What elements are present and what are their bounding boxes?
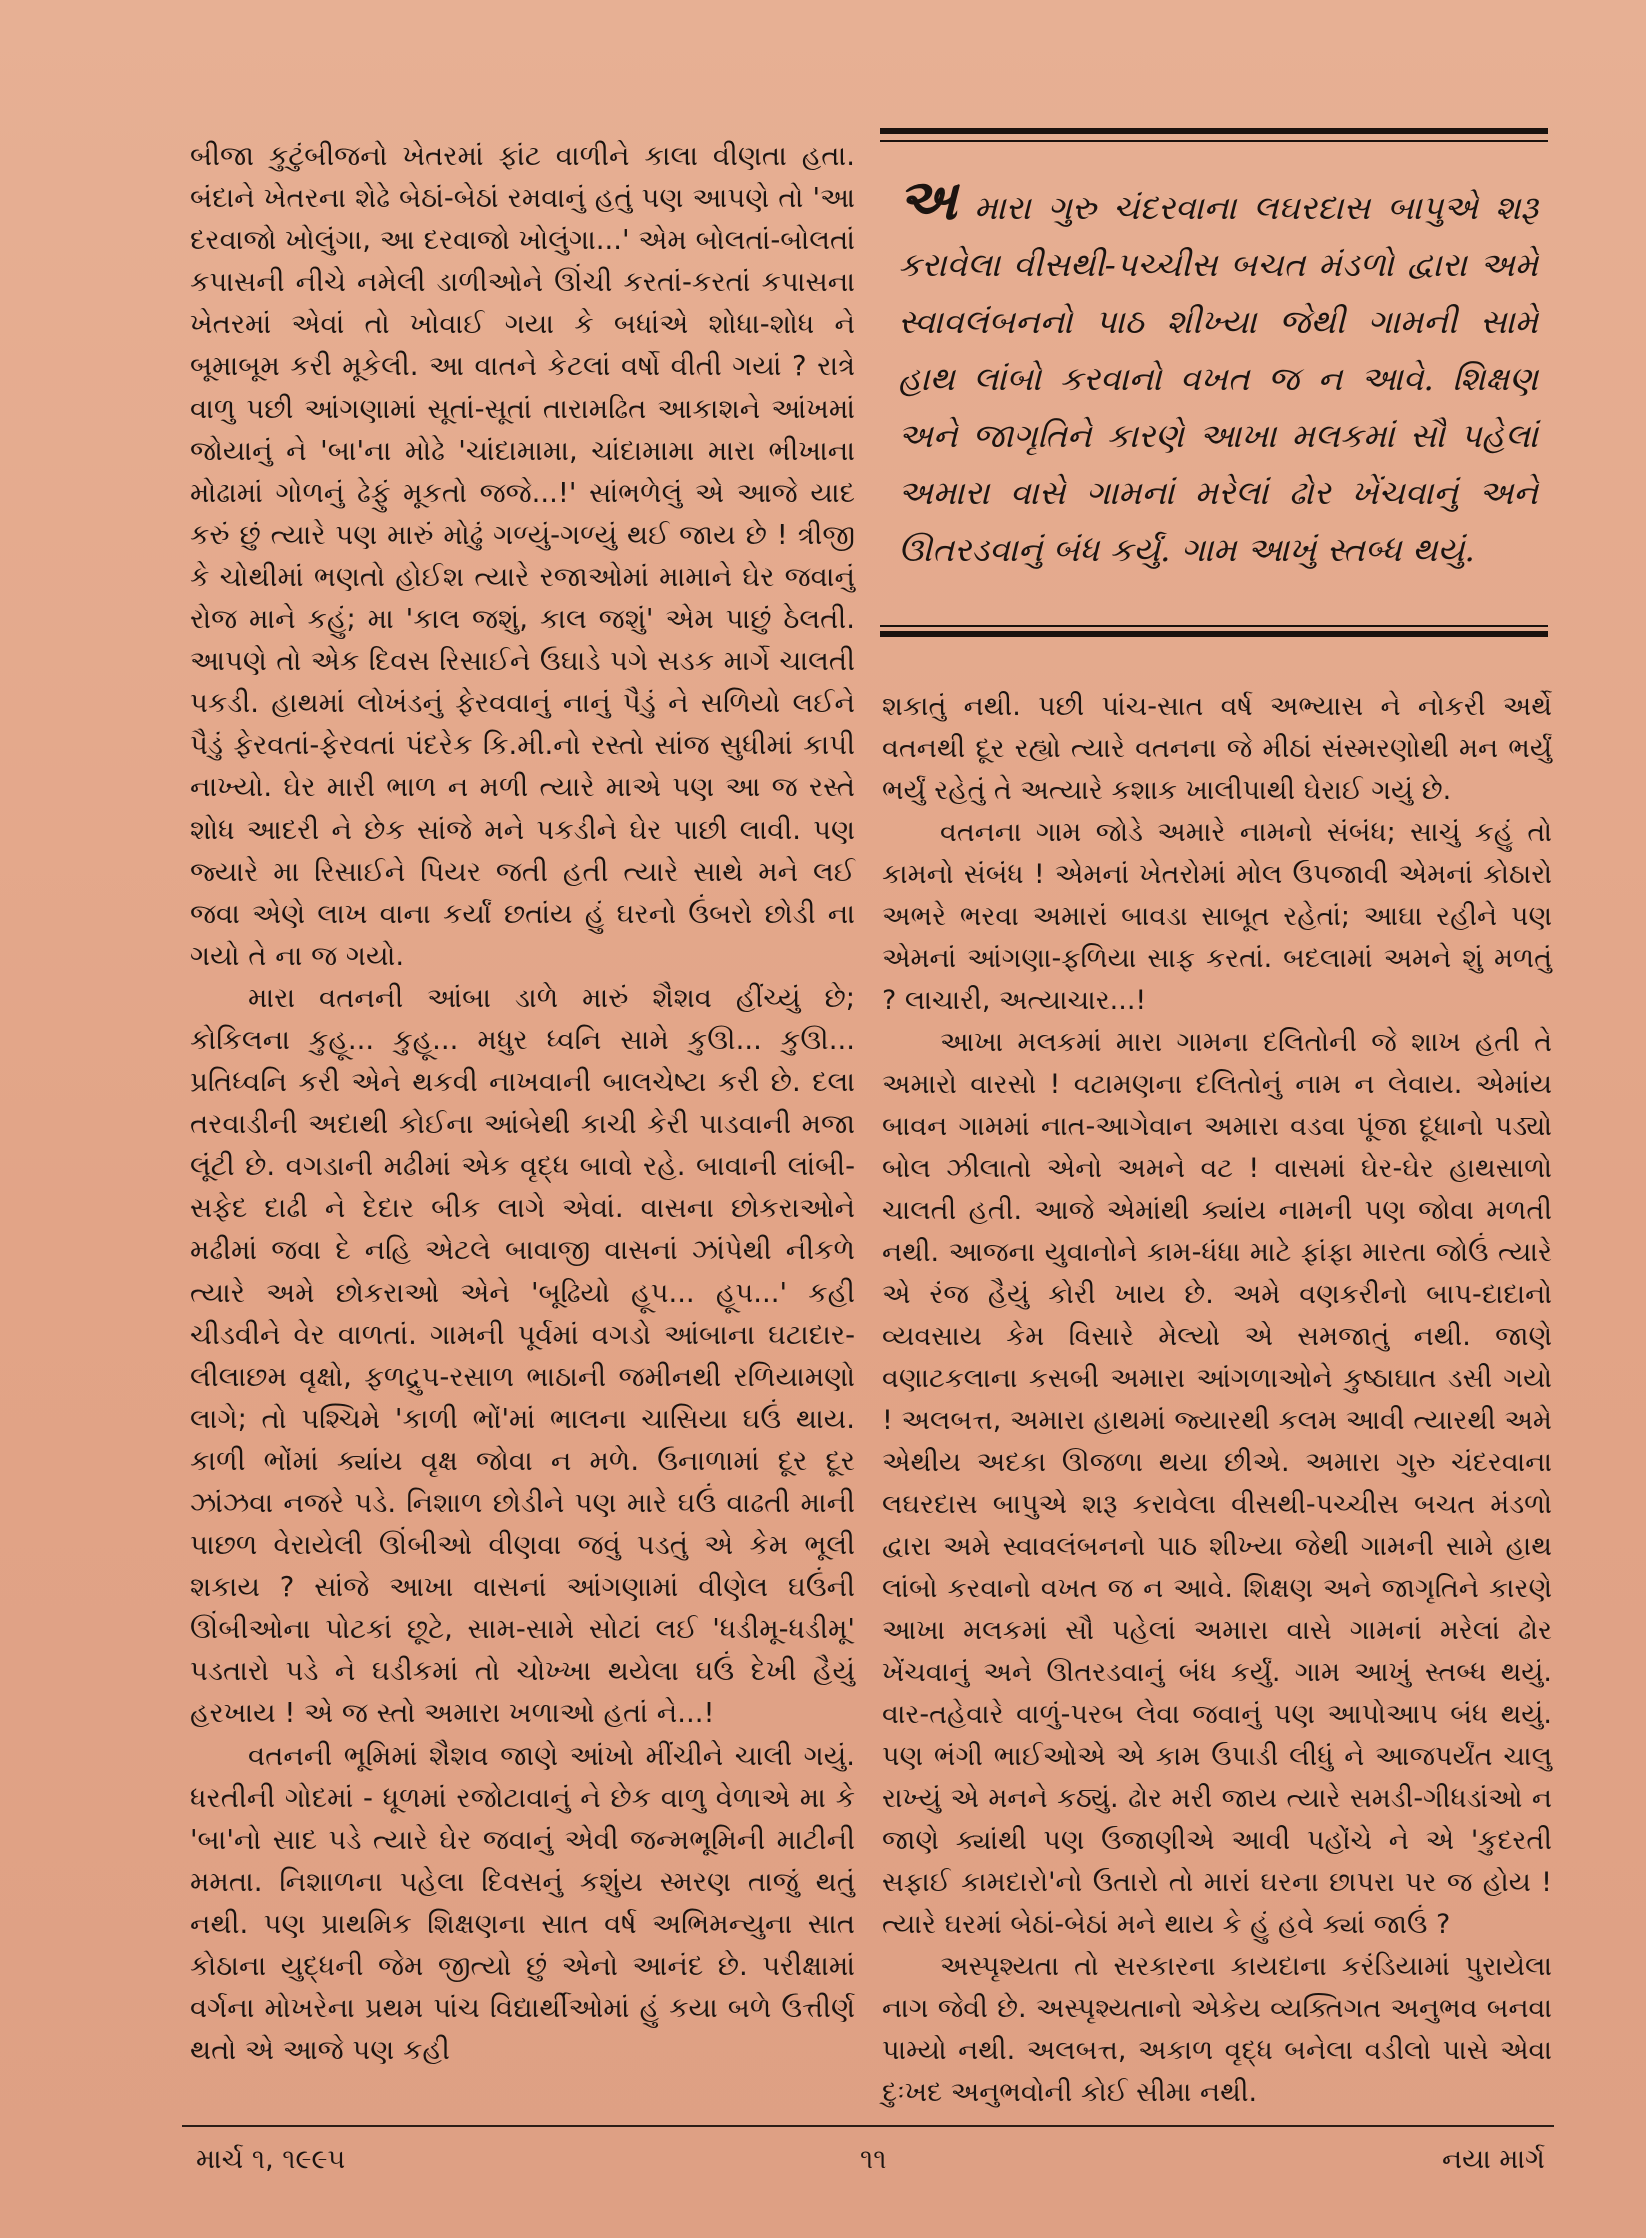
pullquote-top-rule — [880, 128, 1548, 134]
footer-date: માર્ચ ૧, ૧૯૯૫ — [196, 2144, 346, 2175]
right-column — [882, 686, 1552, 2114]
left-paragraph-1: બીજા કુટુંબીજનો ખેતરમાં ફાંટ વાળીને કાલા વીણતા હતા. બંદાને ખેતરના શેઢે બેઠાં-બેઠાં રમવાનું હતું પણ આપણે તો 'આ દરવાજો ખોલુંગા, આ દરવાજો ખોલુંગા...' એમ બોલતાં-બોલતાં કપાસની નીચે નમેલી ડાળીઓને ઊંચી કરતાં-કરતાં કપાસના ખેતરમાં એવાં તો ખોવાઈ ગયા કે બધાંએ શોધા-શોધ ને બૂમાબૂમ કરી મૂકેલી. આ વાતને કેટલાં વર્ષો વીતી ગયાં ? રાત્રે વાળુ પછી આંગણામાં સૂતાં-સૂતાં તારામઢિત આકાશને આંખમાં જોયાનું ને 'બા'ના મોઢે 'ચાંદામામા, ચાંદામામા મારા ભીખાના મોઢામાં ગોળનું ઢેફું મૂકતો જજે...!' સાંભળેલું એ આજે યાદ કરું છું ત્યારે પણ મારું મોઢું ગળ્યું-ગળ્યું થઈ જાય છે ! ત્રીજી કે ચોથીમાં ભણતો હોઈશ ત્યારે રજાઓમાં મામાને ઘેર જવાનું રોજ માને કહું; મા 'કાલ જશું, કાલ જશું' એમ પાછું ઠેલતી. આપણે તો એક દિવસ રિસાઈને ઉઘાડે પગે સડક માર્ગે ચાલતી પકડી. હાથમાં લોખંડનું ફેરવવાનું નાનું પૈડું ને સળિયો લઈને પૈડું ફેરવતાં-ફેરવતાં પંદરેક કિ.મી.નો રસ્તો સાંજ સુધીમાં કાપી નાખ્યો. ઘેર મારી ભાળ ન મળી ત્યારે માએ પણ આ જ રસ્તે શોધ આદરી ને છેક સાંજે મને પકડીને ઘેર પાછી લાવી. પણ જ્યારે મા રિસાઈને પિયર જતી હતી ત્યારે સાથે મને લઈ જવા એણે લાખ વાના કર્યાં છતાંય હું ઘરનો ઉંબરો છોડી ના ગયો તે ના જ ગયો. — [190, 140, 855, 972]
right-paragraph-4: અસ્પૃશ્યતા તો સરકારના કાયદાના કરંડિયામાં પુરાયેલા નાગ જેવી છે. અસ્પૃશ્યતાનો એકેય વ્યક્તિગત અનુભવ બનવા પામ્યો નથી. અલબત્ત, અકાળ વૃદ્ધ બનેલા વડીલો પાસે એવા દુઃખદ અનુભવોની કોઈ સીમા નથી. — [882, 1951, 1552, 2108]
left-column — [190, 135, 855, 2071]
footer-rule — [182, 2125, 1554, 2127]
right-paragraph-2: વતનના ગામ જોડે અમારે નામનો સંબંધ; સાચું કહું તો કામનો સંબંધ ! એમનાં ખેતરોમાં મોલ ઉપજાવી એમનાં કોઠારો અભરે ભરવા અમારાં બાવડા સાબૂત રહેતાં; આઘા રહીને પણ એમનાં આંગણા-ફળિયા સાફ કરતાં. બદલામાં અમને શું મળતું ? લાચારી, અત્યાચાર...! — [882, 817, 1552, 1016]
publication-name: નયા માર્ગ — [1442, 2144, 1545, 2175]
right-paragraph-1: શકાતું નથી. પછી પાંચ-સાત વર્ષ અભ્યાસ ને નોકરી અર્થે વતનથી દૂર રહ્યો ત્યારે વતનના જે મીઠાં સંસ્મરણોથી મન ભર્યું ભર્યું રહેતું તે અત્યારે કશાક ખાલીપાથી ઘેરાઈ ગયું છે. — [882, 691, 1552, 806]
pullquote-bottom-rule — [880, 631, 1548, 637]
page-number: ૧૧ — [860, 2144, 887, 2175]
left-paragraph-2: મારા વતનની આંબા ડાળે મારું શૈશવ હીંચ્યું છે; કોકિલના કુહૂ... કુહૂ... મધુર ધ્વનિ સામે કુઊ... કુઊ... પ્રતિધ્વનિ કરી એને થકવી નાખવાની બાલચેષ્ટા કરી છે. દલા તરવાડીની અદાથી કોઈના આંબેથી કાચી કેરી પાડવાની મજા લૂંટી છે. વગડાની મઢીમાં એક વૃદ્ધ બાવો રહે. બાવાની લાંબી-સફેદ દાઢી ને દેદાર બીક લાગે એવાં. વાસના છોકરાઓને મઢીમાં જવા દે નહિ એટલે બાવાજી વાસનાં ઝાંપેથી નીકળે ત્યારે અમે છોકરાઓ એને 'બૂઢિયો હૂપ... હૂપ...' કહી ચીડવીને વેર વાળતાં. ગામની પૂર્વમાં વગડો આંબાના ઘટાદાર-લીલાછમ વૃક્ષો, ફળદ્રુપ-રસાળ ભાઠાની જમીનથી રળિયામણો લાગે; તો પશ્ચિમે 'કાળી ભોં'માં ભાલના ચાસિયા ઘઉં થાય. કાળી ભોંમાં ક્યાંય વૃક્ષ જોવા ન મળે. ઉનાળામાં દૂર દૂર ઝાંઝવા નજરે પડે. નિશાળ છોડીને પણ મારે ઘઉં વાઢતી માની પાછળ વેરાયેલી ઊંબીઓ વીણવા જવું પડતું એ કેમ ભૂલી શકાય ? સાંજે આખા વાસનાં આંગણામાં વીણેલ ઘઉંની ઊંબીઓના પોટકાં છૂટે, સામ-સામે સોટાં લઈ 'ધડીમૂ-ધડીમૂ' પડતારો પડે ને ઘડીકમાં તો ચોખ્ખા થયેલા ઘઉં દેખી હૈયું હરખાય ! એ જ સ્તો અમારા ખળાઓ હતાં ને...! — [190, 981, 855, 1730]
pullquote-bottom-rule-thin — [880, 625, 1548, 627]
pullquote-dropcap: અ — [898, 167, 958, 233]
pullquote-top-rule-thin — [880, 140, 1548, 142]
pullquote-text: મારા ગુરુ ચંદરવાના લઘરદાસ બાપુએ શરૂ કરાવેલા વીસથી-પચ્ચીસ બચત મંડળો દ્વારા અમે સ્વાવલંબનનો પાઠ શીખ્યા જેથી ગામની સામે હાથ લાંબો કરવાનો વખત જ ન આવે. શિક્ષણ અને જાગૃતિને કારણે આખા મલકમાં સૌ પહેલાં અમારા વાસે ગામનાં મરેલાં ઢોર ખેંચવાનું અને ઊતરડવાનું બંધ કર્યું. ગામ આખું સ્તબ્ધ થયું. — [898, 188, 1538, 569]
right-paragraph-3: આખા મલકમાં મારા ગામના દલિતોની જે શાખ હતી તે અમારો વારસો ! વટામણના દલિતોનું નામ ન લેવાય. એમાંય બાવન ગામમાં નાત-આગેવાન અમારા વડવા પૂંજા દૂધાનો પડ્યો બોલ ઝીલાતો એનો અમને વટ ! વાસમાં ઘેર-ઘેર હાથસાળો ચાલતી હતી. આજે એમાંથી ક્યાંય નામની પણ જોવા મળતી નથી. આજના યુવાનોને કામ-ધંધા માટે ફાંફા મારતા જોઉં ત્યારે એ રંજ હૈયું કોરી ખાય છે. અમે વણકરીનો બાપ-દાદાનો વ્યવસાય કેમ વિસારે મેલ્યો એ સમજાતું નથી. જાણે વણાટકલાના કસબી અમારા આંગળાઓને કુષ્ઠાઘાત ડસી ગયો ! અલબત્ત, અમારા હાથમાં જ્યારથી કલમ આવી ત્યારથી અમે એથીય અદકા ઊજળા થયા છીએ. અમારા ગુરુ ચંદરવાના લઘરદાસ બાપુએ શરૂ કરાવેલા વીસથી-પચ્ચીસ બચત મંડળો દ્વારા અમે સ્વાવલંબનનો પાઠ શીખ્યા જેથી ગામની સામે હાથ લાંબો કરવાનો વખત જ ન આવે. શિક્ષણ અને જાગૃતિને કારણે આખા મલકમાં સૌ પહેલાં અમારા વાસે ગામનાં મરેલાં ઢોર ખેંચવાનું અને ઊતરડવાનું બંધ કર્યું. ગામ આખું સ્તબ્ધ થયું. વાર-તહેવારે વાળું-પરબ લેવા જવાનું પણ આપોઆપ બંધ થયું. પણ ભંગી ભાઈઓએ એ કામ ઉપાડી લીધું ને આજપર્યંત ચાલુ રાખ્યું એ મનને કઠ્યું. ઢોર મરી જાય ત્યારે સમડી-ગીધડાંઓ ન જાણે ક્યાંથી પણ ઉજાણીએ આવી પહોંચે ને એ 'કુદરતી સફાઈ કામદારો'નો ઉતારો તો મારાં ઘરના છાપરા પર જ હોય ! ત્યારે ઘરમાં બેઠાં-બેઠાં મને થાય કે હું હવે ક્યાં જાઉં ? — [882, 1027, 1552, 1940]
left-paragraph-3: વતનની ભૂમિમાં શૈશવ જાણે આંખો મીંચીને ચાલી ગયું. ધરતીની ગોદમાં - ધૂળમાં રજોટાવાનું ને છેક વાળુ વેળાએ મા કે 'બા'નો સાદ પડે ત્યારે ઘેર જવાનું એવી જન્મભૂમિની માટીની મમતા. નિશાળના પહેલા દિવસનું કશુંય સ્મરણ તાજું થતું નથી. પણ પ્રાથમિક શિક્ષણના સાત વર્ષ અભિમન્યુના સાત કોઠાના યુદ્ધની જેમ જીત્યો છું એનો આનંદ છે. પરીક્ષામાં વર્ગના મોખરેના પ્રથમ પાંચ વિદ્યાર્થીઓમાં હું કયા બળે ઉત્તીર્ણ થતો એ આજે પણ કહી — [190, 1739, 855, 2067]
pullquote — [898, 167, 1538, 578]
